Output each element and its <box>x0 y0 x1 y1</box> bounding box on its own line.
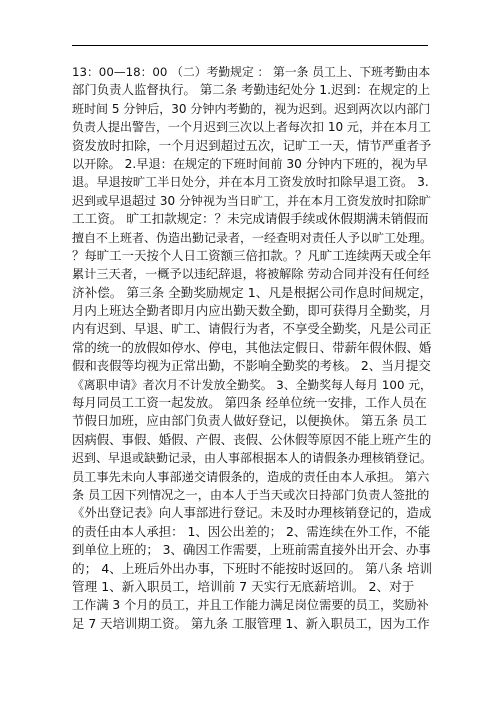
document-body <box>72 63 432 633</box>
text-line: 内有迟到、早退、旷工、请假行为者，不享受全勤奖，凡是公司正 <box>72 321 432 337</box>
text-line: 员工事先未向人事部递交请假条的，造成的责任由本人承担。 第六 <box>72 469 430 484</box>
text-line: 《外出登记表》向人事部进行登记。未及时办理核销登记的，造成 <box>72 505 432 521</box>
text-line: 月内上班达全勤者即月内应出勤天数全勤，即可获得月全勤奖，月 <box>72 303 432 319</box>
text-line: 工工资。 旷工扣款规定：？未完成请假手续或休假期满未销假而 <box>72 211 429 227</box>
header-rule <box>72 45 428 46</box>
text-line: 退。早退按旷工半日处分，并在本月工资发放时扣除早退工资。 3. <box>72 175 429 190</box>
text-line: 常的统一的放假如停水、停电，其他法定假日、带薪年假休假、婚 <box>72 339 432 355</box>
text-line: 管理 1、新入职员工，培训前 7 天实行无底薪培训。 2、对于 <box>72 578 415 594</box>
text-line: 条 员工因下列情况之一，由本人于当天或次日持部门负责人签批的 <box>72 487 430 502</box>
text-line: 的责任由本人承担： 1、因公出差的； 2、需连续在外工作，不能 <box>72 523 431 539</box>
text-line: 负责人提出警告，一个月迟到三次以上者每次扣 10 元，并在本月工 <box>72 120 431 135</box>
text-line: 累计三天者，一概予以违纪辞退，将被解除 劳动合同并没有任何经 <box>72 267 430 282</box>
text-line: 节假日加班，应由部门负责人做好登记，以便换休。 第五条 员工 <box>72 413 427 429</box>
text-line: 的； 4、上班后外出办事，下班时不能按时返回的。 第八条 培训 <box>72 560 432 576</box>
text-line: 擅自不上班者、伪造出勤记录者，一经查明对责任人予以旷工处理。 <box>72 230 432 245</box>
text-line: 到单位上班的； 3、确因工作需要，上班前需直接外出开会、办事 <box>72 542 431 558</box>
text-line: 班时间 5 分钟后，30 分钟内考勤的，视为迟到。迟到两次以内部门 <box>72 101 431 116</box>
text-line: 部门负责人监督执行。 第二条 考勤违纪处分 1.迟到：在规定的上 <box>72 82 431 98</box>
text-line: 以开除。 2.早退：在规定的下班时间前 30 分钟内下班的，视为早 <box>72 156 428 171</box>
text-line: 因病假、事假、婚假、产假、丧假、公休假等原因不能上班产生的 <box>72 431 432 447</box>
text-line: 迟到或早退超过 30 分钟视为当日旷工，并在本月工资发放时扣除旷 <box>72 193 431 208</box>
text-line: 济补偿。 第三条 全勤奖励规定 1、凡是根据公司作息时间规定， <box>72 284 432 300</box>
text-line: 工作满 3 个月的员工，并且工作能力满足岗位需要的员工，奖励补 <box>72 598 429 613</box>
text-line: 《离职申请》者次月不计发放全勤奖。 3、全勤奖每人每月 100 元， <box>72 377 432 392</box>
text-line: 足 7 天培训期工资。 第九条 工服管理 1、新入职员工，因为工作 <box>72 615 430 631</box>
text-line: 假和丧假等均视为正常出勤，不影响全勤奖的考核。 2、当月提交 <box>72 358 431 374</box>
text-line: 每月同员工工资一起发放。 第四条 经单位统一安排，工作人员在 <box>72 395 427 411</box>
text-line: ？每旷工一天按个人日工资额三倍扣款。？凡旷工连续两天或全年 <box>72 247 432 263</box>
text-line: 资发放时扣除，一个月迟到超过五次，记旷工一天，情节严重者予 <box>72 137 432 153</box>
text-line: 迟到、早退或缺勤记录，由人事部根据本人的请假条办理核销登记。 <box>72 451 432 466</box>
text-line: 13：00—18：00 （二）考勤规定 ： 第一条 员工上、下班考勤由本 <box>72 65 431 79</box>
